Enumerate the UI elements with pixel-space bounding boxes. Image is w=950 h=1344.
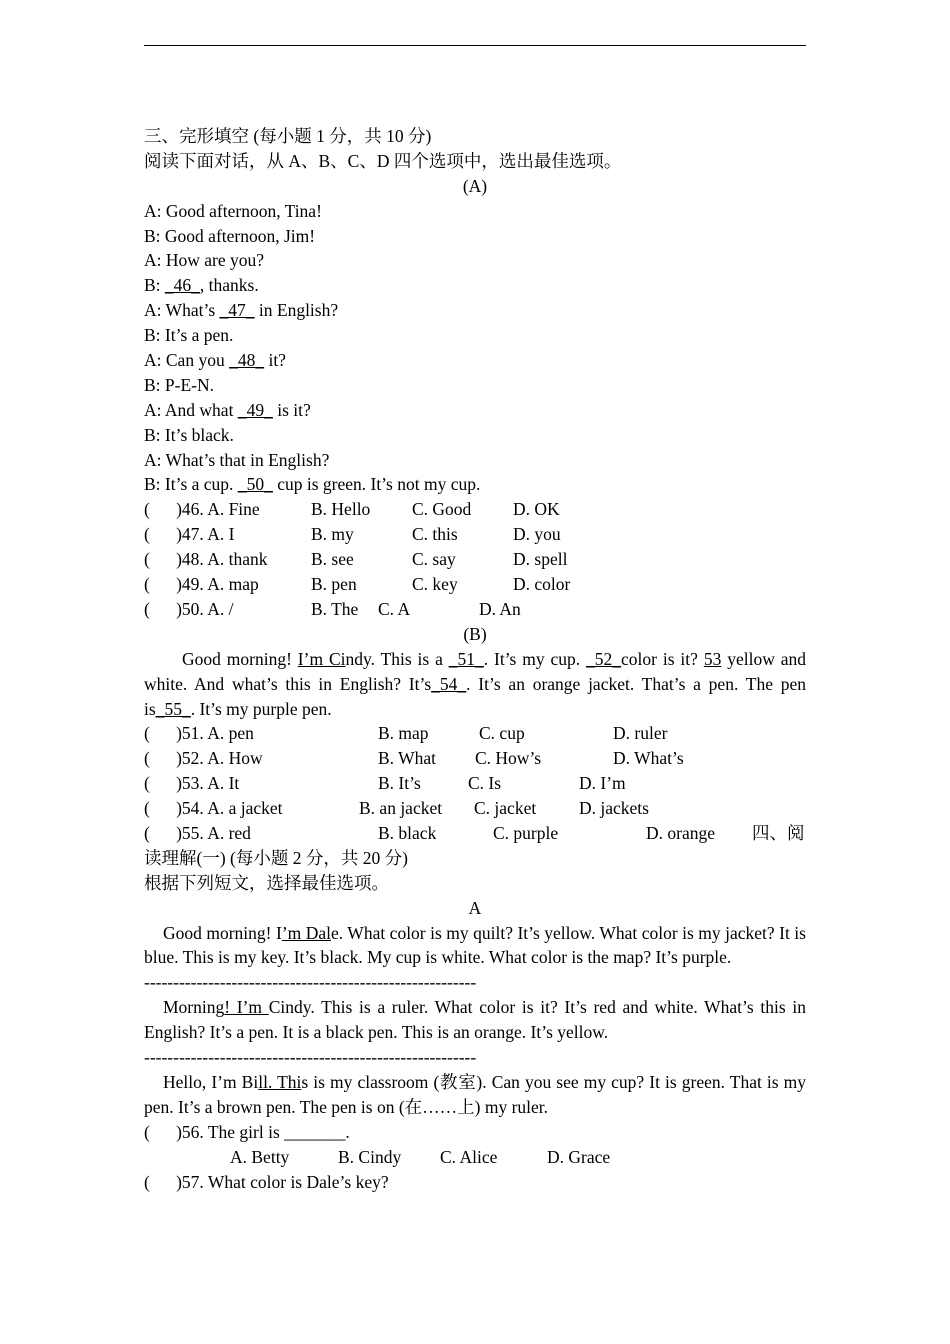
dialogue-line: B: It’s black. [144, 424, 234, 445]
section4-heading-start: 四、阅 [752, 822, 805, 843]
passage-divider: --------------------------------------------------------- [144, 972, 477, 993]
document-page [144, 124, 806, 1194]
blank-53[interactable]: 53 [703, 648, 722, 669]
option-c[interactable]: C. jacket [474, 798, 537, 819]
question-56: ( )56. The girl is _______. [144, 1121, 350, 1142]
dialogue-line: A: What’s that in English? [144, 449, 330, 470]
dialogue-line: B: It’s a cup. _50_ cup is green. It’s not my cup. [144, 474, 481, 495]
option-c[interactable]: C. key [412, 574, 458, 595]
option-a[interactable]: ( )54. A. a jacket [144, 798, 283, 819]
reading-passage-1: Good morning! I’m Dale. What color is my quilt? It’s yellow. What color is my jacket? It is blue. This is my key. It’s black. My cup is white. What color is the map? It’s purple. [144, 922, 806, 968]
option-b[interactable]: B. black [378, 822, 437, 843]
question-row [144, 771, 806, 796]
section4-heading: 读理解(一) (每小题 2 分，共 20 分) [144, 847, 408, 868]
blank-46[interactable]: _46_ [164, 275, 200, 296]
option-c[interactable]: C. this [412, 524, 458, 545]
question-57: ( )57. What color is Dale’s key? [144, 1171, 389, 1192]
option-d[interactable]: D. jackets [579, 798, 649, 819]
option-c[interactable]: C. Is [468, 773, 502, 794]
option-d[interactable]: D. Grace [547, 1146, 611, 1167]
blank-51[interactable]: _51_ [448, 648, 484, 669]
option-a[interactable]: ( )50. A. / [144, 598, 234, 619]
option-a[interactable]: ( )49. A. map [144, 574, 259, 595]
section-instruction: 阅读下面对话，从 A、B、C、D 四个选项中，选出最佳选项。 [144, 150, 622, 171]
blank-54[interactable]: _54_ [431, 673, 467, 694]
question-row [144, 522, 806, 547]
dialogue-line: B: P-E-N. [144, 374, 214, 395]
section-heading: 三、完形填空 (每小题 1 分，共 10 分) [144, 126, 432, 146]
option-d[interactable]: D. OK [513, 499, 560, 520]
dialogue-line: B: Good afternoon, Jim! [144, 225, 316, 246]
passage-divider: --------------------------------------------------------- [144, 1047, 477, 1068]
option-b[interactable]: B. an jacket [359, 798, 443, 819]
option-b[interactable]: B. map [378, 723, 429, 744]
option-b[interactable]: B. see [311, 549, 354, 570]
option-a[interactable]: ( )53. A. It [144, 773, 240, 794]
blank-55[interactable]: _55_ [155, 698, 191, 719]
option-d[interactable]: D. ruler [613, 723, 668, 744]
dialogue-line: B: It’s a pen. [144, 325, 234, 346]
option-c[interactable]: C. Good [412, 499, 472, 520]
passage-b: Good morning! I’m Cindy. This is a _51_. It’s my cup. _52_color is it? 53 yellow and white. And what’s this in English? It’s_54_. It’s an orange jacket. That’s a pen. The pen is_55_. It’s my purple pen. [144, 648, 806, 719]
reading-passage-3: Hello, I’m Bill. This is my classroom (教室). Can you see my cup? It is green. That is my pen. It’s a brown pen. The pen is on (在……上) my ruler. [144, 1071, 807, 1117]
option-d[interactable]: D. orange [646, 822, 716, 843]
dialogue-line: A: And what _49_ is it? [144, 399, 311, 420]
dialogue-line: A: What’s _47_ in English? [144, 300, 339, 321]
question-row [144, 547, 806, 572]
option-c[interactable]: C. A [378, 598, 411, 619]
option-a[interactable]: ( )55. A. red [144, 822, 251, 843]
option-a[interactable]: ( )46. A. Fine [144, 499, 260, 520]
blank-47[interactable]: _47_ [219, 300, 255, 321]
section4-instruction: 根据下列短文，选择最佳选项。 [144, 872, 389, 893]
option-b[interactable]: B. Cindy [338, 1146, 402, 1167]
option-d[interactable]: D. I’m [579, 773, 626, 794]
option-b[interactable]: B. my [311, 524, 354, 545]
blank-49[interactable]: _49_ [237, 399, 273, 420]
dialogue-line: A: Good afternoon, Tina! [144, 200, 322, 221]
option-a[interactable]: A. Betty [230, 1146, 290, 1167]
option-d[interactable]: D. What’s [613, 748, 684, 769]
option-a[interactable]: ( )48. A. thank [144, 549, 268, 570]
option-a[interactable]: ( )52. A. How [144, 748, 263, 769]
option-d[interactable]: D. color [513, 574, 571, 595]
option-c[interactable]: C. cup [479, 723, 525, 744]
question-row [144, 721, 806, 746]
reading-part-label: A [468, 897, 482, 918]
question-56-options [144, 1145, 806, 1170]
options-a [144, 497, 806, 621]
header-rule [144, 45, 806, 46]
part-a-label: (A) [462, 175, 488, 196]
blank-50[interactable]: _50_ [237, 474, 273, 495]
question-row [144, 821, 806, 846]
reading-passage-2: Morning! I’m Cindy. This is a ruler. What color is it? It’s red and white. What’s this in English? It’s a pen. It is a black pen. This is an orange. It’s yellow. [144, 997, 806, 1043]
options-b [144, 721, 806, 845]
option-b[interactable]: B. pen [311, 574, 357, 595]
blank-52[interactable]: _52_ [586, 648, 622, 669]
option-b[interactable]: B. Hello [311, 499, 371, 520]
option-c[interactable]: C. purple [493, 822, 559, 843]
option-d[interactable]: D. spell [513, 549, 568, 570]
option-b[interactable]: B. It’s [378, 773, 421, 794]
option-b[interactable]: B. The [311, 598, 359, 619]
dialogue-line: A: Can you _48_ it? [144, 350, 286, 371]
question-row [144, 597, 806, 622]
option-c[interactable]: C. say [412, 549, 456, 570]
option-c[interactable]: C. How’s [475, 748, 542, 769]
dialogue-line: B: _46_, thanks. [144, 275, 259, 296]
option-d[interactable]: D. you [513, 524, 561, 545]
option-a[interactable]: ( )47. A. I [144, 524, 235, 545]
question-row [144, 796, 806, 821]
option-c[interactable]: C. Alice [440, 1146, 498, 1167]
question-row [144, 746, 806, 771]
blank-48[interactable]: _48_ [229, 350, 265, 371]
option-d[interactable]: D. An [479, 598, 521, 619]
part-b-label: (B) [463, 623, 487, 644]
dialogue [144, 199, 806, 498]
option-b[interactable]: B. What [378, 748, 437, 769]
question-row [144, 572, 806, 597]
dialogue-line: A: How are you? [144, 250, 265, 271]
question-row [144, 497, 806, 522]
option-a[interactable]: ( )51. A. pen [144, 723, 254, 744]
